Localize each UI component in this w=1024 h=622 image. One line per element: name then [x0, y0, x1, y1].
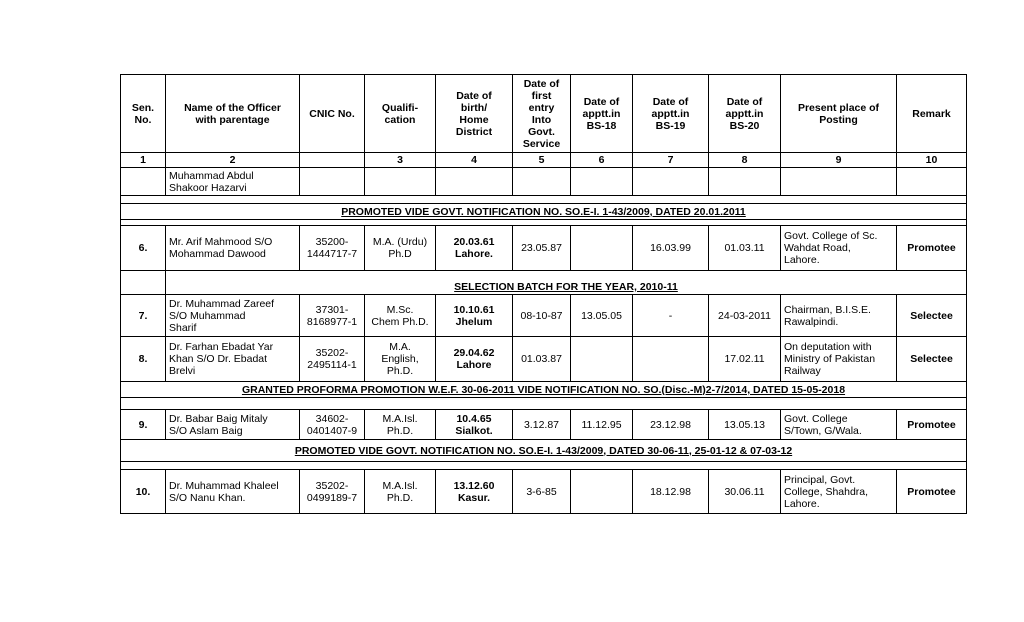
qualification: M.A. English, Ph.D.: [365, 337, 436, 382]
bs19-date: 23.12.98: [633, 410, 709, 440]
remark: Promotee: [897, 470, 967, 514]
cnic: 35202- 0499189-7: [300, 470, 365, 514]
header-row: [121, 75, 967, 153]
col-num: 8: [709, 153, 781, 168]
table-row: [121, 226, 967, 271]
bs19-date: [633, 337, 709, 382]
present-posting: On deputation with Ministry of Pakistan Railway: [781, 337, 897, 382]
present-posting: Govt. College S/Town, G/Wala.: [781, 410, 897, 440]
bs18-date: 11.12.95: [571, 410, 633, 440]
col-num: 9: [781, 153, 897, 168]
col-num: 6: [571, 153, 633, 168]
header-name: Name of the Officer with parentage: [166, 75, 300, 153]
header-remark: Remark: [897, 75, 967, 153]
remark: Promotee: [897, 226, 967, 271]
table-row: [121, 470, 967, 514]
remark: Selectee: [897, 295, 967, 337]
dob-district: 20.03.61 Lahore.: [436, 226, 513, 271]
first-entry-date: 23.05.87: [513, 226, 571, 271]
qualification: M.Sc. Chem Ph.D.: [365, 295, 436, 337]
col-num: 7: [633, 153, 709, 168]
officer-name: Dr. Farhan Ebadat Yar Khan S/O Dr. Ebadat Brelvi: [166, 337, 300, 382]
bs19-date: -: [633, 295, 709, 337]
cnic: 35202- 2495114-1: [300, 337, 365, 382]
bs18-date: [571, 226, 633, 271]
col-num: 2: [166, 153, 300, 168]
remark: Selectee: [897, 337, 967, 382]
cnic: 35200- 1444717-7: [300, 226, 365, 271]
header-bs20: Date of apptt.in BS-20: [709, 75, 781, 153]
bs19-date: 18.12.98: [633, 470, 709, 514]
table-row: [121, 295, 967, 337]
dob-district: 29.04.62 Lahore: [436, 337, 513, 382]
cnic: 37301- 8168977-1: [300, 295, 365, 337]
section-row: [121, 271, 967, 295]
officer-name: Dr. Babar Baig Mitaly S/O Aslam Baig: [166, 410, 300, 440]
section-row: [121, 382, 967, 398]
officer-name: Muhammad Abdul Shakoor Hazarvi: [166, 168, 300, 196]
header-bs19: Date of apptt.in BS-19: [633, 75, 709, 153]
col-num: [300, 153, 365, 168]
bs20-date: 17.02.11: [709, 337, 781, 382]
bs19-date: 16.03.99: [633, 226, 709, 271]
serial-number: 6.: [121, 226, 166, 271]
present-posting: Govt. College of Sc. Wahdat Road, Lahore.: [781, 226, 897, 271]
bs20-date: 30.06.11: [709, 470, 781, 514]
col-num: 1: [121, 153, 166, 168]
header-dob: Date of birth/ Home District: [436, 75, 513, 153]
qualification: M.A.Isl. Ph.D.: [365, 470, 436, 514]
cnic: 34602- 0401407-9: [300, 410, 365, 440]
officer-name: Mr. Arif Mahmood S/O Mohammad Dawood: [166, 226, 300, 271]
header-bs18: Date of apptt.in BS-18: [571, 75, 633, 153]
serial-number: 9.: [121, 410, 166, 440]
first-entry-date: 01.03.87: [513, 337, 571, 382]
col-num: 5: [513, 153, 571, 168]
section-heading: GRANTED PROFORMA PROMOTION W.E.F. 30-06-2011 VIDE NOTIFICATION NO. SO.(Disc.-M)2-7/2014, DATED 15-05-2018: [121, 382, 967, 398]
bs20-date: 24-03-2011: [709, 295, 781, 337]
bs20-date: 13.05.13: [709, 410, 781, 440]
table-row: [121, 410, 967, 440]
spacer-row: [121, 196, 967, 204]
column-number-row: [121, 153, 967, 168]
spacer-row: [121, 398, 967, 410]
section-heading: PROMOTED VIDE GOVT. NOTIFICATION NO. SO.E-I. 1-43/2009, DATED 30-06-11, 25-01-12 & 07-03-12: [121, 440, 967, 462]
present-posting: Principal, Govt. College, Shahdra, Lahore.: [781, 470, 897, 514]
header-first-entry: Date of first entry Into Govt. Service: [513, 75, 571, 153]
header-sen-no: Sen. No.: [121, 75, 166, 153]
qualification: M.A.Isl. Ph.D.: [365, 410, 436, 440]
officer-name: Dr. Muhammad Khaleel S/O Nanu Khan.: [166, 470, 300, 514]
bs18-date: 13.05.05: [571, 295, 633, 337]
qualification: M.A. (Urdu) Ph.D: [365, 226, 436, 271]
first-entry-date: 3.12.87: [513, 410, 571, 440]
first-entry-date: 3-6-85: [513, 470, 571, 514]
header-posting: Present place of Posting: [781, 75, 897, 153]
section-heading: SELECTION BATCH FOR THE YEAR, 2010-11: [166, 271, 967, 295]
section-row: [121, 204, 967, 220]
dob-district: 10.4.65 Sialkot.: [436, 410, 513, 440]
present-posting: Chairman, B.I.S.E. Rawalpindi.: [781, 295, 897, 337]
dob-district: 10.10.61 Jhelum: [436, 295, 513, 337]
bs20-date: 01.03.11: [709, 226, 781, 271]
header-cnic: CNIC No.: [300, 75, 365, 153]
serial-number: 7.: [121, 295, 166, 337]
section-heading: PROMOTED VIDE GOVT. NOTIFICATION NO. SO.E-I. 1-43/2009, DATED 20.01.2011: [121, 204, 967, 220]
officers-table: [120, 74, 967, 514]
first-entry-date: 08-10-87: [513, 295, 571, 337]
col-num: 10: [897, 153, 967, 168]
table-row: [121, 168, 967, 196]
spacer-row: [121, 462, 967, 470]
bs18-date: [571, 470, 633, 514]
officer-name: Dr. Muhammad Zareef S/O Muhammad Sharif: [166, 295, 300, 337]
section-row: [121, 440, 967, 462]
serial-number: 8.: [121, 337, 166, 382]
serial-number: 10.: [121, 470, 166, 514]
header-qualification: Qualifi- cation: [365, 75, 436, 153]
bs18-date: [571, 337, 633, 382]
col-num: 4: [436, 153, 513, 168]
table-row: [121, 337, 967, 382]
remark: Promotee: [897, 410, 967, 440]
dob-district: 13.12.60 Kasur.: [436, 470, 513, 514]
col-num: 3: [365, 153, 436, 168]
